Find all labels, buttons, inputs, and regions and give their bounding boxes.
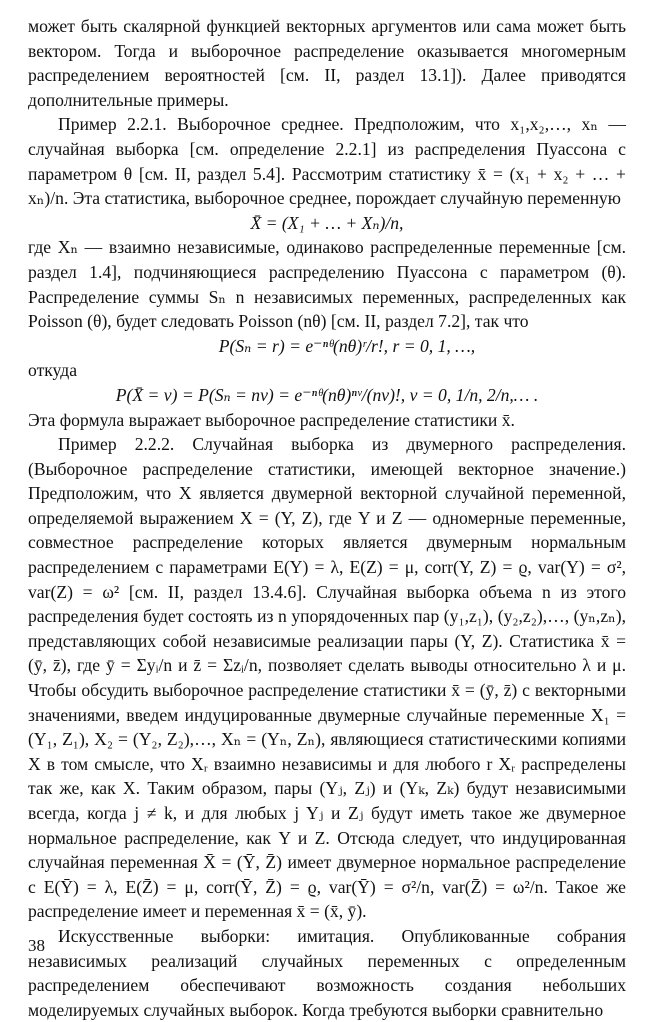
paragraph-whence: откуда: [28, 360, 78, 381]
paragraph-poisson-sum: где Xₙ — взаимно независимые, одинаково распределенные переменные [см. раздел 1.4], подчиняющиеся распределению Пуассона с параметром (θ). Распределение суммы Sₙ n независимых переменных, распределенных как Poisson (θ), будет следовать Poisson (nθ) [см. II, раздел 7.2], так что: [28, 237, 626, 332]
formula-sample-mean: X̄ = (X₁ + … + Xₙ)/n,: [250, 212, 404, 233]
formula-mean-distribution: P(X̄ = ν) = P(Sₙ = nν) = e⁻ⁿᶿ(nθ)ⁿᵛ/(nν)!, ν = 0, 1/n, 2/n,… .: [115, 384, 539, 405]
paragraph-formula-meaning: Эта формула выражает выборочное распределение статистики x̄.: [28, 409, 515, 430]
paragraph-example-2-2-1: Пример 2.2.1. Выборочное среднее. Предположим, что x₁,x₂,…, xₙ — случайная выборка [см. определение 2.2.1] из распределения Пуассона с параметром θ [см. II, раздел 5.4]. Рассмотрим статистику x̄ = (x₁ + x₂ + … + xₙ)/n. Эта статистика, выборочное среднее, порождает случайную переменную: [28, 114, 626, 209]
paragraph-artificial-samples: Искусственные выборки: имитация. Опубликованные собрания независимых реализаций случайных переменных с определенным распределением обеспечивают возможность создания небольших моделируемых случайных выборок. Когда требуются выборки сравнительно: [28, 925, 626, 1020]
paragraph-intro: может быть скалярной функцией векторных аргументов или сама может быть вектором. Тогда и выборочное распределение оказывается многомерным распределением вероятностей [см. II, раздел 13.1]). Далее приводятся дополнительные примеры.: [28, 16, 626, 110]
paragraph-example-2-2-2: Пример 2.2.2. Случайная выборка из двумерного распределения. (Выборочное распределение статистики, имеющей векторное значение.) Предположим, что X является двумерной векторной случайной переменной, определяемой выражением X = (Y, Z), где Y и Z — одномерные переменные, совместное распределение которых является двумерным нормальным распределением с параметрами E(Y) = λ, E(Z) = μ, corr(Y, Z) = ϱ, var(Y) = σ², var(Z) = ω² [см. II, раздел 13.4.6]. Случайная выборка объема n из этого распределения будет состоять из n упорядоченных пар (y₁,z₁), (y₂,z₂),…, (yₙ,zₙ), представляющих собой независимые реализации пары (Y, Z). Статистика x̄ = (ȳ, z̄), где ȳ = Σyᵢ/n и z̄ = Σzᵢ/n, позволяет сделать выводы относительно λ и μ. Чтобы обсудить выборочное распределение статистики x̄ = (ȳ, z̄) с векторными значениями, введем индуцированные двумерные случайные переменные X₁ = (Y₁, Z₁), X₂ = (Y₂, Z₂),…, Xₙ = (Yₙ, Zₙ), являющиеся статистическими копиями X в том смысле, что Xᵣ взаимно независимы и для любого r Xᵣ распределены так же, как X. Таким образом, пары (Yⱼ, Zⱼ) и (Yₖ, Zₖ) будут независимыми всегда, когда j ≠ k, и для любых j Yⱼ и Zⱼ будут иметь такое же двумерное нормальное распределение, как Y и Z. Отсюда следует, что индуцированная случайная переменная X̄ = (Ȳ, Z̄) имеет двумерное нормальное распределение с E(Ȳ) = λ, E(Z̄) = μ, corr(Ȳ, Z̄) = ϱ, var(Ȳ) = σ²/n, var(Z̄) = ω²/n. Такое же распределение имеет и переменная x̄ = (x̄, ȳ).: [28, 434, 626, 922]
page-number: 38: [28, 936, 45, 955]
formula-poisson-sum: P(Sₙ = r) = e⁻ⁿᶿ(nθ)ʳ/r!, r = 0, 1, …,: [218, 335, 476, 356]
